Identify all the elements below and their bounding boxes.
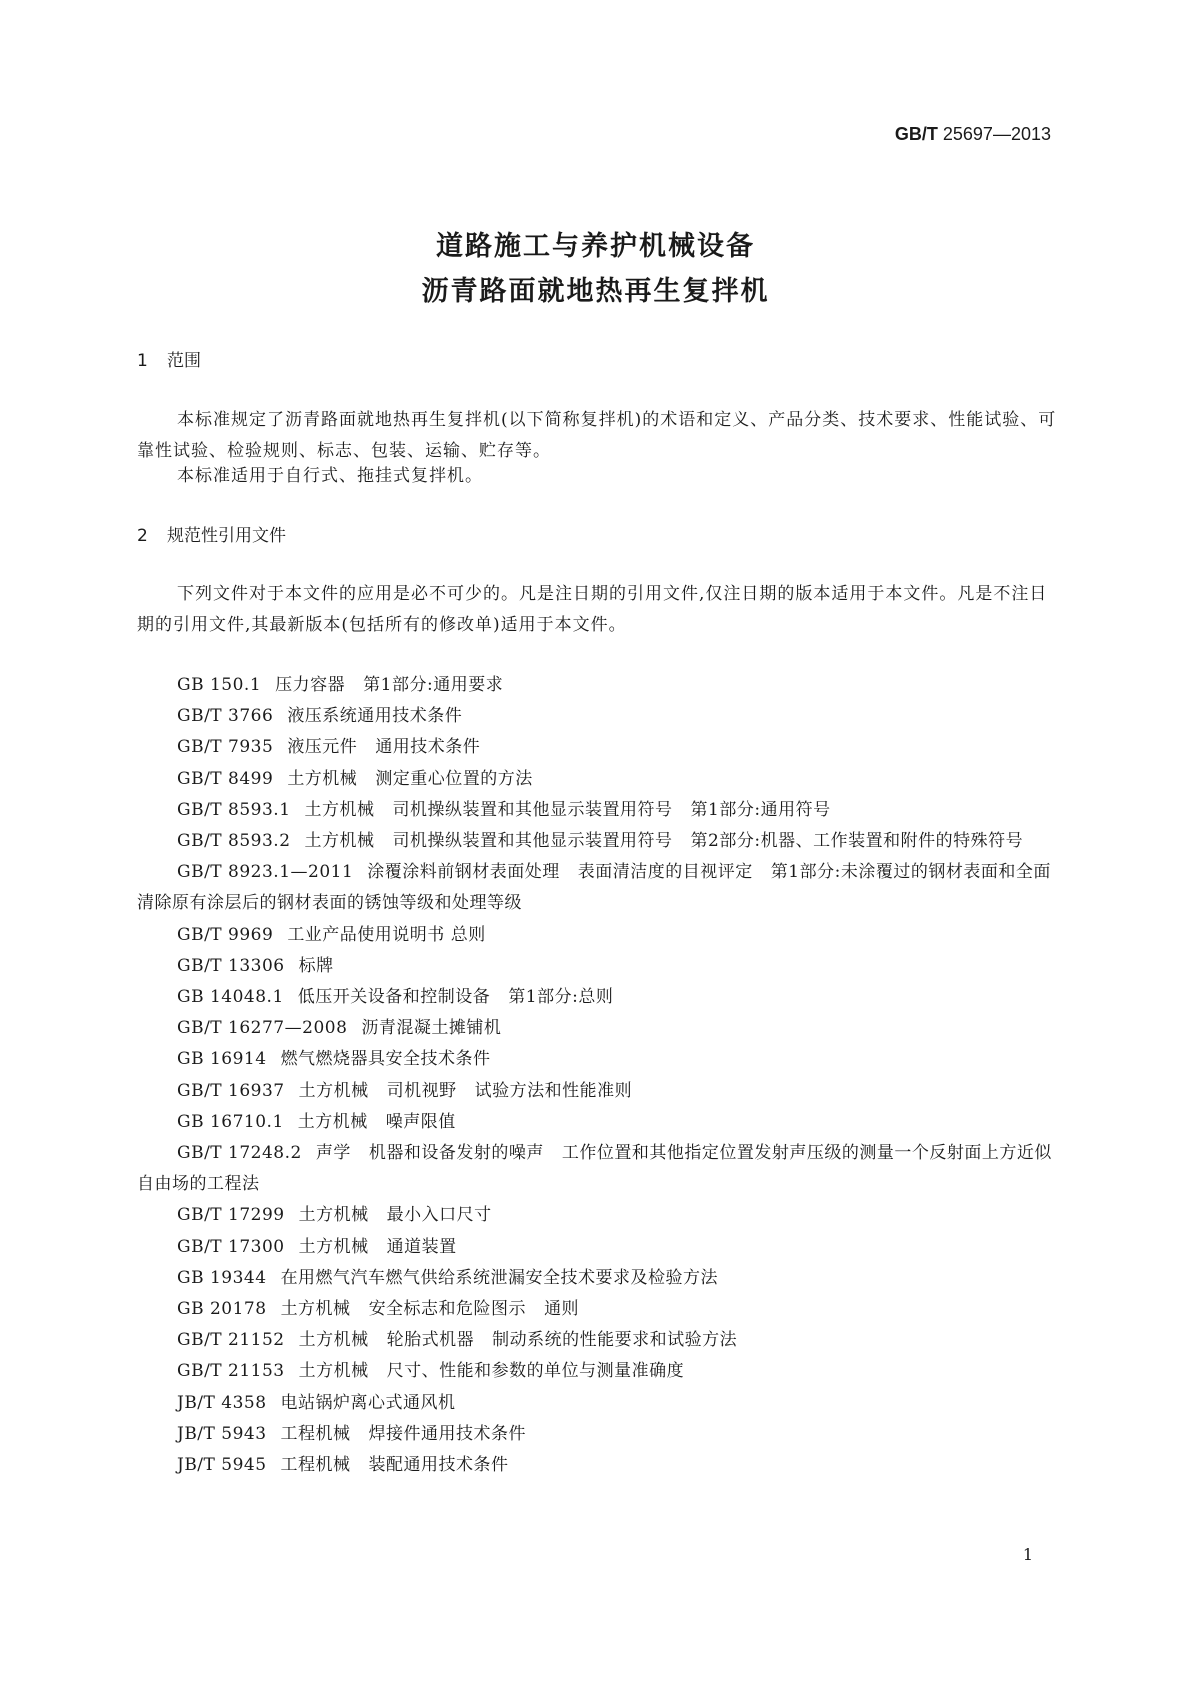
reference-code: JB/T 5943 [177,1423,267,1444]
reference-title: 土方机械 [298,1080,369,1101]
normative-references-list [137,670,1060,1481]
reference-title: 土方机械 [298,1205,369,1226]
standard-number: 25697—2013 [942,124,1051,144]
reference-item [137,1356,1060,1387]
section-2-number: 2 [137,526,148,546]
reference-item [137,982,1060,1013]
reference-item [137,1044,1060,1075]
reference-title: 第1部分:总则 [508,987,614,1008]
reference-code: GB/T 3766 [177,706,274,727]
reference-title: 燃气燃烧器具安全技术条件 [280,1049,491,1070]
reference-item [137,1450,1060,1481]
reference-title: 工程机械 [280,1455,351,1476]
reference-title: 测定重心位置的方法 [375,768,533,789]
reference-code: GB/T 8499 [177,768,274,789]
reference-title: 通道装置 [386,1236,457,1257]
reference-code: GB/T 21153 [177,1361,285,1382]
reference-item [137,857,1060,919]
page-number: 1 [1022,1545,1033,1564]
reference-title: 土方机械 [298,1236,369,1257]
reference-title: 制动系统的性能要求和试验方法 [492,1330,738,1351]
reference-title: 装配通用技术条件 [368,1455,509,1476]
reference-title: 通用技术条件 [375,737,481,758]
reference-item [137,1294,1060,1325]
reference-item [137,920,1060,951]
reference-title: 电站锅炉离心式通风机 [280,1392,456,1413]
reference-code: GB/T 16937 [177,1080,285,1101]
reference-title: 标牌 [298,955,334,976]
reference-item [137,951,1060,982]
standard-code [895,124,1051,145]
standard-prefix: GB/T [894,124,938,144]
reference-title: 轮胎式机器 [386,1330,475,1351]
reference-title: 土方机械 [287,768,358,789]
reference-code: GB 14048.1 [177,987,284,1008]
reference-title: 在用燃气汽车燃气供给系统泄漏安全技术要求及检验方法 [280,1267,719,1288]
reference-title: 焊接件通用技术条件 [368,1423,527,1444]
reference-item [137,1107,1060,1138]
scope-paragraph-1: 本标准规定了沥青路面就地热再生复拌机(以下简称复拌机)的术语和定义、产品分类、技术要求、性能试验、可靠性试验、检验规则、标志、包装、运输、贮存等。 [137,410,1057,461]
reference-title: 通则 [544,1299,580,1320]
reference-code: GB/T 17248.2 [177,1143,302,1164]
reference-item [137,670,1060,701]
reference-code: GB/T 17300 [177,1236,285,1257]
reference-title: 第2部分:机器、工作装置和附件的特殊符号 [690,831,1024,852]
reference-code: GB/T 7935 [177,737,274,758]
reference-title: 液压元件 [287,737,358,758]
reference-title: 尺寸、性能和参数的单位与测量准确度 [386,1361,685,1382]
reference-title: 最小入口尺寸 [386,1205,492,1226]
reference-title: 工业产品使用说明书 总则 [287,924,486,945]
reference-code: GB/T 17299 [177,1205,285,1226]
section-2-title: 规范性引用文件 [167,526,286,546]
reference-item [137,1013,1060,1044]
reference-code: GB/T 9969 [177,924,274,945]
reference-title: 液压系统通用技术条件 [287,706,463,727]
reference-title: 安全标志和危险图示 [368,1299,527,1320]
reference-title: 表面清洁度的目视评定 [577,862,753,883]
reference-code: GB/T 21152 [177,1330,285,1351]
reference-item [137,1200,1060,1231]
reference-code: GB 16914 [177,1049,267,1070]
reference-title: 司机操纵装置和其他显示装置用符号 [392,799,673,820]
reference-title: 机器和设备发射的噪声 [368,1143,544,1164]
reference-title: 工作位置和其他指定位置发射声压级的测量一个反射面上方近似自由场的工程法 [137,1143,1052,1195]
reference-title: 土方机械 [304,799,375,820]
reference-item [137,1325,1060,1356]
reference-code: GB/T 16277—2008 [177,1018,348,1039]
reference-item [137,701,1060,732]
reference-title: 司机操纵装置和其他显示装置用符号 [392,831,673,852]
reference-title: 噪声限值 [385,1111,456,1132]
section-1-heading [137,346,201,371]
reference-item [137,764,1060,795]
reference-title: 土方机械 [298,1330,369,1351]
reference-title: 工程机械 [280,1423,351,1444]
reference-code: GB 150.1 [177,675,262,695]
references-intro: 下列文件对于本文件的应用是必不可少的。凡是注日期的引用文件,仅注日期的版本适用于本文件。凡是不注日期的引用文件,其最新版本(包括所有的修改单)适用于本文件。 [137,584,1048,635]
reference-title: 试验方法和性能准则 [474,1080,633,1101]
reference-code: GB 19344 [177,1267,267,1288]
reference-title: 第1部分:未涂覆过的钢材表面和全面清除原有涂层后的钢材表面的锈蚀等级和处理等级 [137,862,1051,914]
reference-title: 土方机械 [280,1299,351,1320]
reference-item [137,826,1060,857]
reference-item [137,1419,1060,1450]
reference-title: 第1部分:通用要求 [363,675,504,695]
document-title [0,224,1191,314]
reference-item [137,795,1060,826]
reference-title: 沥青混凝土摊铺机 [361,1018,502,1039]
reference-code: GB/T 8593.2 [177,831,291,852]
reference-title: 第1部分:通用符号 [690,799,831,820]
reference-item [137,1232,1060,1263]
reference-title: 土方机械 [304,831,375,852]
reference-title: 土方机械 [298,1361,369,1382]
reference-code: GB/T 13306 [177,955,285,976]
reference-title: 涂覆涂料前钢材表面处理 [367,862,560,883]
scope-paragraph-2: 本标准适用于自行式、拖挂式复拌机。 [177,466,483,486]
reference-code: GB 16710.1 [177,1111,284,1132]
title-line-1: 道路施工与养护机械设备 [436,231,755,262]
reference-code: JB/T 5945 [177,1455,267,1476]
reference-title: 司机视野 [386,1080,457,1101]
reference-item [137,1263,1060,1294]
reference-code: JB/T 4358 [177,1392,267,1413]
reference-title: 低压开关设备和控制设备 [297,987,491,1008]
reference-title: 土方机械 [297,1111,368,1132]
reference-item [137,732,1060,763]
reference-code: GB 20178 [177,1299,267,1320]
reference-item [137,1138,1060,1200]
title-line-2: 沥青路面就地热再生复拌机 [421,276,770,307]
reference-code: GB/T 8923.1—2011 [177,862,354,883]
reference-item [137,1388,1060,1419]
section-2-heading [137,521,286,546]
section-1-number: 1 [137,351,148,371]
section-1-title: 范围 [167,351,201,371]
reference-title: 声学 [315,1143,351,1164]
reference-title: 压力容器 [275,675,346,695]
reference-code: GB/T 8593.1 [177,799,291,820]
reference-item [137,1076,1060,1107]
